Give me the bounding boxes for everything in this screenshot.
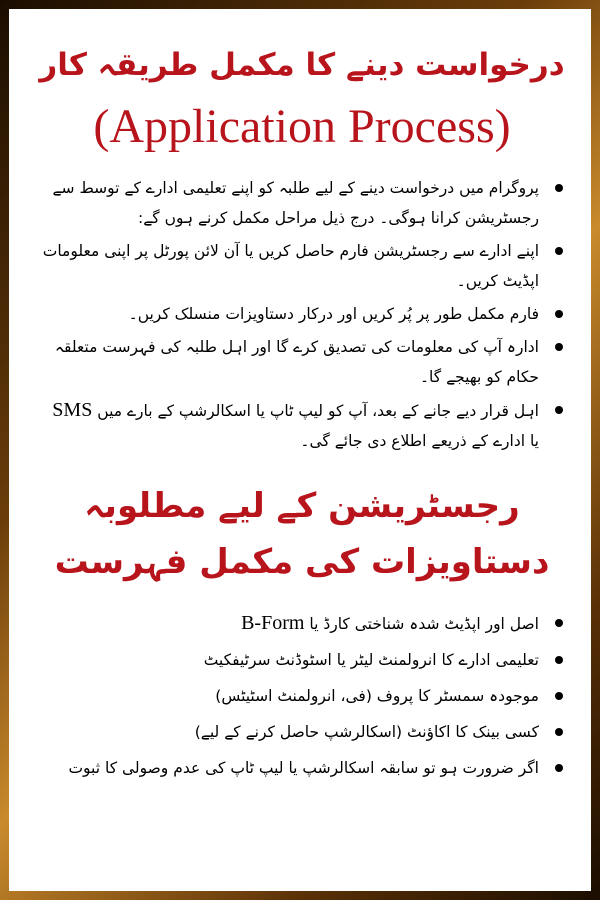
bullet-icon (555, 728, 563, 736)
page-title-english: (Application Process) (93, 100, 511, 153)
step-text: پروگرام میں درخواست دینے کے لیے طلبہ کو اپنے تعلیمی ادارے کے توسط سے رجسٹریشن کرانا ہوگی۔ درج ذیل مراحل مکمل کرنے ہوں گے: (52, 179, 539, 227)
bullet-icon (555, 692, 563, 700)
page-title-urdu: درخواست دینے کا مکمل طریقہ کار (39, 47, 565, 83)
bullet-icon (555, 619, 563, 627)
document-text: موجودہ سمسٹر کا پروف (فی، انرولمنٹ اسٹیٹس) (215, 687, 539, 705)
document-text: کسی بینک کا اکاؤنٹ (اسکالرشپ حاصل کرنے کے لیے) (194, 723, 539, 741)
list-item (39, 719, 565, 745)
list-item (39, 332, 565, 392)
documents-heading: رجسٹریشن کے لیے مطلوبہ دستاویزات کی مکمل فہرست (54, 486, 550, 582)
b-form-label: B-Form (241, 612, 305, 634)
list-item (39, 683, 565, 709)
bullet-icon (555, 764, 563, 772)
document-text: تعلیمی ادارے کا انرولمنٹ لیٹر یا اسٹوڈنٹ سرٹیفکیٹ (203, 651, 539, 669)
bullet-icon (555, 406, 563, 414)
step-text: ادارہ آپ کی معلومات کی تصدیق کرے گا اور اہل طلبہ کی فہرست متعلقہ حکام کو بھیجے گا۔ (54, 338, 539, 386)
sms-label: SMS (52, 399, 93, 421)
bullet-icon (555, 247, 563, 255)
step-text: اپنے ادارے سے رجسٹریشن فارم حاصل کریں یا آن لائن پورٹل پر اپنی معلومات اپڈیٹ کریں۔ (42, 242, 539, 290)
list-item (39, 173, 565, 233)
step-text-continued: یا ادارے کے ذریعے اطلاع دی جائے گی۔ (300, 432, 539, 450)
bullet-icon (555, 656, 563, 664)
process-steps-list (39, 173, 565, 456)
document-text: اگر ضرورت ہو تو سابقہ اسکالرشپ یا لیپ ٹاپ کی عدم وصولی کا ثبوت (68, 759, 539, 777)
list-item (39, 395, 565, 456)
bullet-icon (555, 310, 563, 318)
document-text: اصل اور اپڈیٹ شدہ شناختی کارڈ یا (309, 615, 539, 633)
bullet-icon (555, 184, 563, 192)
document-page (9, 9, 591, 891)
documents-list (39, 610, 565, 781)
step-text: اہل قرار دیے جانے کے بعد، آپ کو لیپ ٹاپ یا اسکالرشپ کے بارے میں (97, 402, 539, 420)
bullet-icon (555, 343, 563, 351)
list-item (39, 236, 565, 296)
step-text: فارم مکمل طور پر پُر کریں اور درکار دستاویزات منسلک کریں۔ (128, 305, 539, 323)
list-item (39, 755, 565, 781)
list-item (39, 299, 565, 329)
list-item (39, 610, 565, 637)
list-item (39, 647, 565, 673)
